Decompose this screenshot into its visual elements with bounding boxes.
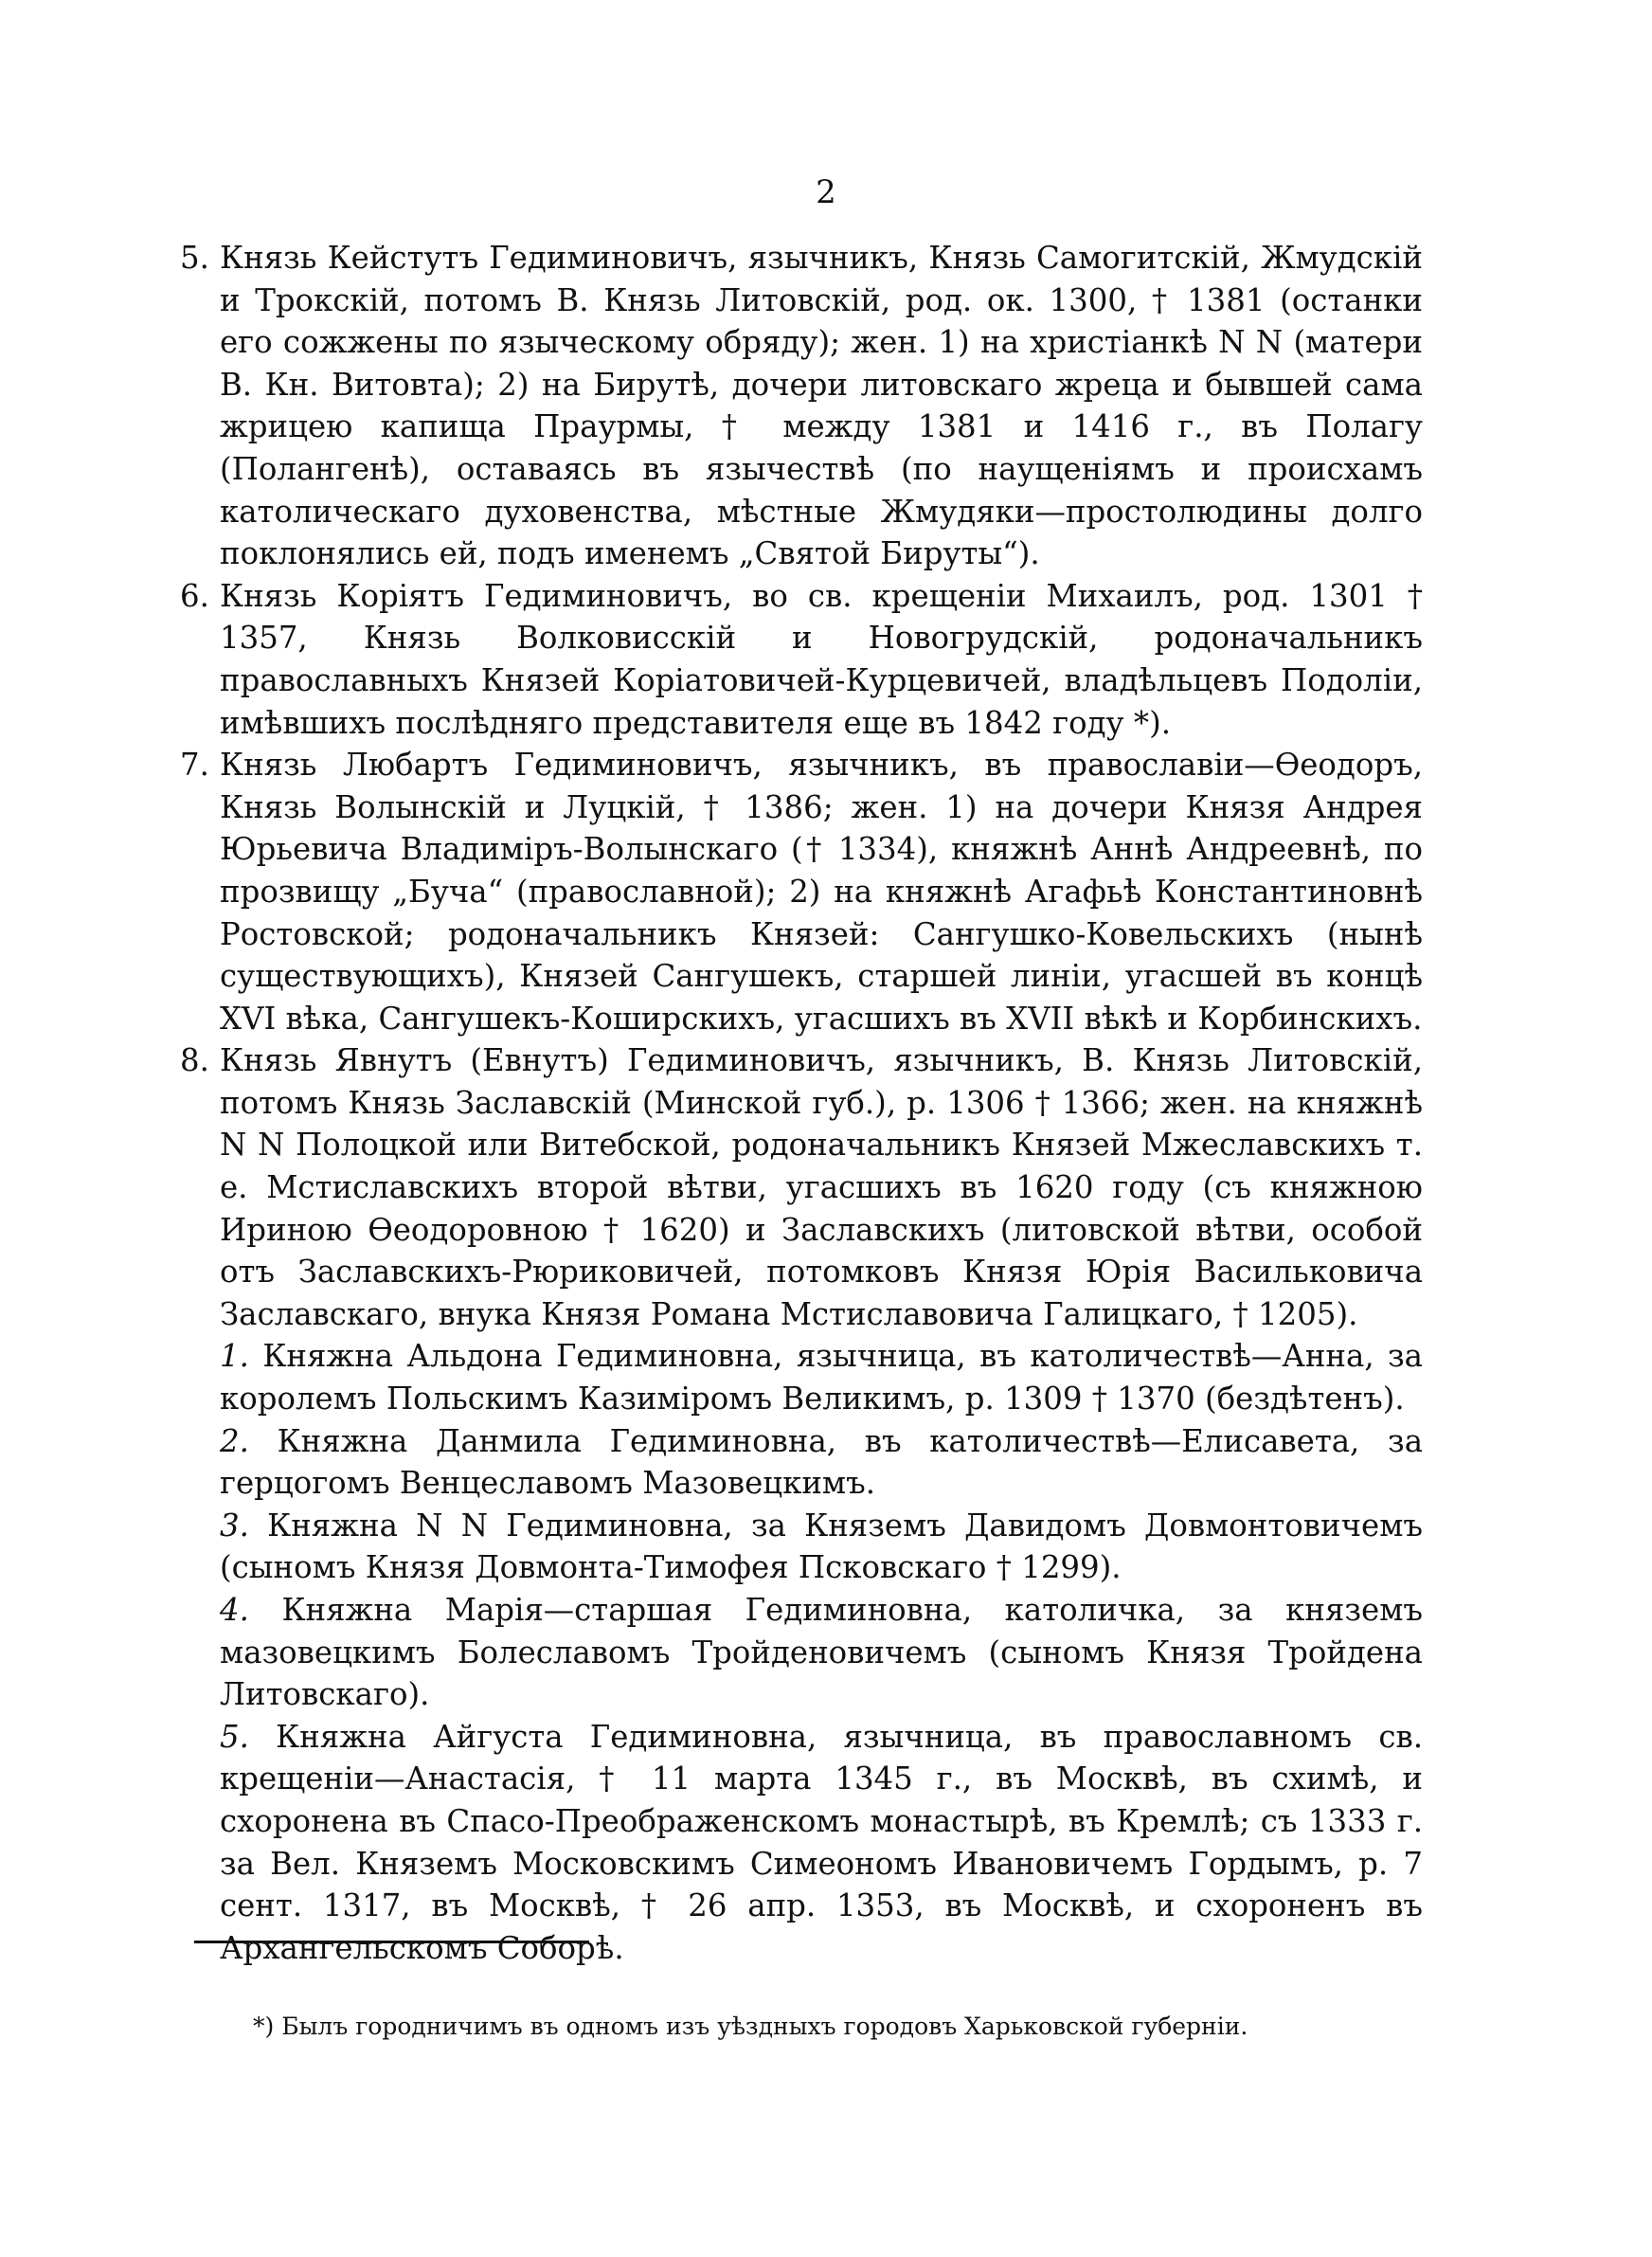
- daughter-nn: [220, 1505, 1423, 1589]
- entry-text: Князь Любартъ Гедиминовичъ, язычникъ, въ православіи—Ѳеодоръ, Князь Волынскій и Луцкій, † 1386; жен. 1) на дочери Князя Андрея Юрьевича Владиміръ-Волынскаго († 1334), княжнѣ Аннѣ Андреевнѣ, по прозвищу „Буча“ (православной); 2) на княжнѣ Агафьѣ Константиновнѣ Ростовской; родоначальникъ Князей: Сангушко-Ковельскихъ (нынѣ существующихъ), Князей Сангушекъ, старшей линіи, угасшей въ концѣ XVI вѣка, Сангушекъ-Кошиpскихъ, угасшихъ въ XVII вѣкѣ и Корбинскихъ.: [220, 747, 1423, 1037]
- entry-text: Князь Кейстутъ Гедиминовичъ, язычникъ, Князь Самогитскій, Жмудскій и Трокскій, потомъ В. Князь Литовскій, род. ок. 1300, † 1381 (останки его сожжены по языческому обряду); жен. 1) на христіанкѣ N N (матери В. Кн. Витовта); 2) на Бирутѣ, дочери литовскаго жреца и бывшей сама жрицею капища Праурмы, † между 1381 и 1416 г., въ Полагу (Полангенѣ), оставаясь въ язычествѣ (по наущеніямъ и происхамъ католическаго духовенства, мѣстные Жмудяки—простолюдины долго поклонялись ей, подъ именемъ „Святой Бируты“).: [220, 240, 1423, 572]
- daughter-aigusta: [220, 1716, 1423, 1970]
- entry-number: 7.: [180, 747, 209, 784]
- entry-number: 5.: [180, 240, 209, 276]
- entry-koriat: [180, 575, 1423, 744]
- daughter-text: Княжна N N Гедиминовна, за Княземъ Давидомъ Довмонтовичемъ (сыномъ Князя Довмонта-Тимофея Псковскаго † 1299).: [220, 1507, 1424, 1586]
- entry-keistut: [180, 237, 1423, 575]
- daughter-text: Княжна Данмила Гедиминовна, въ католичествѣ—Елисавета, за герцогомъ Венцеславомъ Мазовецкимъ.: [220, 1422, 1424, 1502]
- entry-text: Князь Явнутъ (Евнутъ) Гедиминовичъ, язычникъ, В. Князь Литовскій, потомъ Князь Заславскій (Минской губ.), р. 1306 † 1366; жен. на княжнѣ N N Полоцкой или Витебской, родоначальникъ Князей Мжеславскихъ т. е. Мстиславскихъ второй вѣтви, угасшихъ въ 1620 году (съ княжною Ириною Ѳеодоровною † 1620) и Заславскихъ (литовской вѣтви, особой отъ Заславскихъ-Рюриковичей, потомковъ Князя Юрія Васильковича Заславскаго, внука Князя Романа Мстиславовича Галицкаго, † 1205).: [220, 1042, 1423, 1332]
- daughter-number: 2.: [220, 1422, 249, 1459]
- daughter-maria: [220, 1589, 1423, 1716]
- entry-iavnut: [180, 1039, 1423, 1335]
- daughter-number: 5.: [220, 1718, 249, 1755]
- footnote: *) Былъ городничимъ въ одномъ изъ уѣздныхъ городовъ Харьковской губерніи.: [253, 2013, 1248, 2040]
- daughter-danmila: [220, 1420, 1423, 1505]
- daughter-text: Княжна Альдона Гедиминовна, язычница, въ католичествѣ—Анна, за королемъ Польскимъ Казиміромъ Великимъ, р. 1309 † 1370 (бездѣтенъ).: [220, 1338, 1423, 1417]
- entry-liubart: [180, 744, 1423, 1039]
- daughter-text: Княжна Айгуста Гедиминовна, язычница, въ православномъ св. крещеніи—Анастасія, † 11 марта 1345 г., въ Москвѣ, въ схимѣ, и схоронена въ Спасо-Преображенскомъ монастырѣ, въ Кремлѣ; съ 1333 г. за Вел. Княземъ Московскимъ Симеономъ Ивановичемъ Гордымъ, р. 7 сент. 1317, въ Москвѣ, † 26 апр. 1353, въ Москвѣ, и схороненъ въ Архангельскомъ Соборѣ.: [220, 1718, 1424, 1966]
- daughter-number: 1.: [220, 1338, 249, 1375]
- footnote-divider: [194, 1941, 589, 1943]
- daughter-number: 4.: [220, 1592, 249, 1628]
- daughter-text: Княжна Марія—старшая Гедиминовна, католичка, за княземъ мазовецкимъ Болеславомъ Тройденовичемъ (сыномъ Князя Тройдена Литовскаго).: [220, 1592, 1424, 1713]
- page-number: 2: [816, 173, 836, 211]
- entry-number: 8.: [180, 1042, 209, 1079]
- main-text: [180, 237, 1424, 1969]
- daughter-aldona: [220, 1335, 1423, 1419]
- entry-text: Князь Коріятъ Гедиминовичъ, во св. крещеніи Михаилъ, род. 1301 † 1357, Князь Волковисскій и Новогрудскій, родоначальникъ православныхъ Князей Коріатовичей-Курцевичей, владѣльцевъ Подоліи, имѣвшихъ послѣдняго представителя еще въ 1842 году *).: [220, 577, 1423, 741]
- daughter-number: 3.: [220, 1507, 249, 1544]
- entry-number: 6.: [180, 577, 209, 614]
